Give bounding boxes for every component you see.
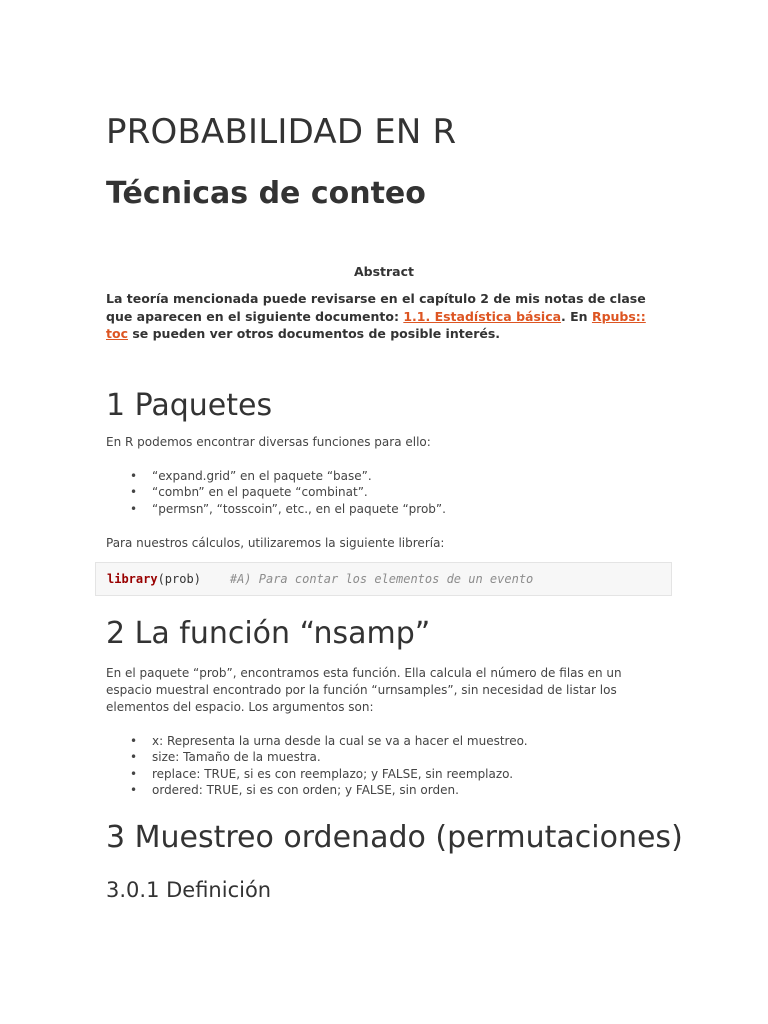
list-item-text: “combn” en el paquete “combinat”. (152, 485, 368, 500)
list-item-text: ordered: TRUE, si es con orden; y FALSE, sin orden. (152, 782, 459, 797)
list-item (106, 501, 666, 517)
code-block (95, 562, 672, 596)
bullet-icon: • (130, 734, 138, 748)
list-item (106, 749, 666, 765)
document-subtitle: Técnicas de conteo (106, 176, 426, 211)
bullet-icon: • (130, 782, 138, 797)
section-2-argument-list (106, 733, 666, 798)
section-2-heading: 2 La función “nsamp” (106, 616, 431, 651)
bullet-icon: • (130, 750, 138, 765)
section-1-heading: 1 Paquetes (106, 388, 273, 423)
list-item-text: “expand.grid” en el paquete “base”. (152, 469, 372, 483)
list-item-text: x: Representa la urna desde la cual se va a hacer el muestreo. (152, 734, 528, 748)
bullet-icon: • (130, 501, 138, 516)
list-item (106, 782, 666, 798)
section-1-intro: En R podemos encontrar diversas funciones para ello: (106, 435, 431, 449)
list-item (106, 468, 666, 484)
abstract-text-part3: se pueden ver otros documentos de posible interés. (127, 326, 501, 341)
list-item-text: “permsn”, “tosscoin”, etc., en el paquete “prob”. (152, 501, 446, 516)
section-3-heading: 3 Muestreo ordenado (permutaciones) (106, 820, 683, 855)
list-item (106, 766, 666, 782)
rpubs-toc-link[interactable]: Rpubs:: toc (106, 308, 646, 341)
estadistica-basica-link[interactable]: 1.1. Estadística básica (403, 308, 562, 324)
code-comment: #A) Para contar los elementos de un evento (229, 572, 534, 586)
abstract-heading: Abstract (353, 264, 415, 279)
section-3-subheading: 3.0.1 Definición (106, 878, 272, 902)
list-item (106, 733, 666, 749)
library-intro: Para nuestros cálculos, utilizaremos la siguiente librería: (106, 536, 445, 550)
bullet-icon: • (130, 766, 138, 781)
code-keyword: library (107, 572, 158, 586)
bullet-icon: • (130, 469, 138, 483)
code-args: (prob) (157, 572, 201, 586)
section-1-package-list (106, 468, 666, 517)
abstract-text-part2: . En (561, 308, 592, 324)
abstract-text (106, 290, 666, 343)
section-2-intro: En el paquete “prob”, encontramos esta función. Ella calcula el número de filas en un espacio muestral encontrado por la función “urnsamples”, sin necesidad de listar los elementos del espacio. Los argumentos son: (106, 666, 622, 714)
abstract-text-part1: La teoría mencionada puede revisarse en el capítulo 2 de mis notas de clase que aparecen en el siguiente documento: (106, 291, 646, 324)
bullet-icon: • (130, 485, 138, 500)
list-item-text: replace: TRUE, si es con reemplazo; y FALSE, sin reemplazo. (152, 766, 514, 781)
list-item (106, 484, 666, 500)
list-item-text: size: Tamaño de la muestra. (152, 750, 321, 765)
document-title: PROBABILIDAD EN R (106, 112, 457, 152)
